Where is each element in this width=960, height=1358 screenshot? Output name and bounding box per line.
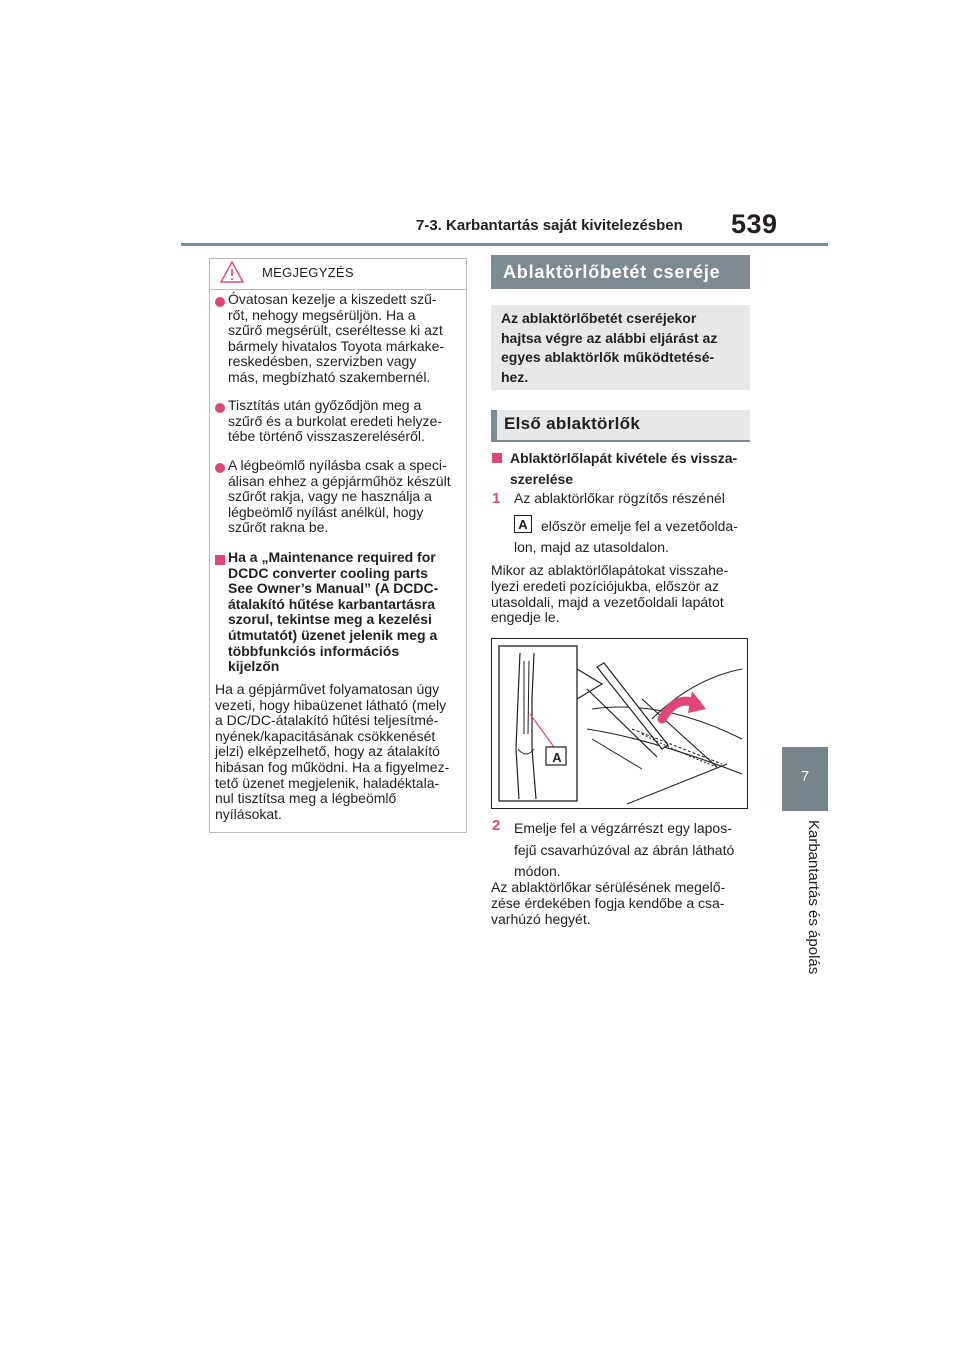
bullet-dot-icon bbox=[215, 297, 225, 307]
chapter-label: Karbantartás és ápolás bbox=[805, 820, 822, 975]
subsection-title: Első ablaktörlők bbox=[504, 414, 641, 433]
step-2-text: Emelje fel a végzárrészt egy lapos- fejű csavarhúzóval az ábrán látható módon. bbox=[514, 820, 735, 879]
page-number: 539 bbox=[731, 209, 778, 239]
notice-divider bbox=[209, 289, 467, 290]
notice-bullet-2: Tisztítás után győződjön meg a szűrő és a burkolat eredeti helyze- tébe történő visszaszereléséről. bbox=[228, 397, 442, 445]
intro-text: Az ablaktörlőbetét cseréjekor hajtsa végre az alábbi eljárást az egyes ablaktörlők működtetésé- hez. bbox=[501, 310, 718, 385]
subheading-square-icon bbox=[215, 555, 225, 565]
notice-title: MEGJEGYZÉS bbox=[262, 265, 354, 280]
subsection-accent-bar bbox=[491, 410, 497, 440]
step-number-2: 2 bbox=[492, 817, 501, 834]
wiper-diagram bbox=[491, 638, 748, 809]
step-number-1: 1 bbox=[492, 490, 501, 507]
chapter-number: 7 bbox=[800, 768, 810, 785]
running-header: 7-3. Karbantartás saját kivitelezésben bbox=[416, 217, 683, 234]
paragraph-2: Az ablaktörlőkar sérülésének megelő- zése érdekében fogja kendőbe a csa- varhúzó hegyét. bbox=[491, 879, 726, 927]
bullet-dot-icon bbox=[215, 463, 225, 473]
notice-subheading: Ha a „Maintenance required for DCDC converter cooling parts See Owner’s Manual” (A DCDC- átalakító hűtése karbantartásra szorul, tekintse meg a kezelési útmutatót) üzenet jelenik meg a többfunkciós információs kijelzőn bbox=[228, 549, 439, 675]
step-1-line-2: először emelje fel a vezetőolda- bbox=[541, 518, 738, 534]
label-a-box: A bbox=[514, 515, 532, 533]
section-title: Ablaktörlőbetét cseréje bbox=[491, 255, 750, 289]
procedure-square-icon bbox=[492, 453, 502, 463]
notice-bullet-3: A légbeömlő nyílásba csak a speci- álisan ehhez a gépjárműhöz készült szűrőt rakja, vagy ne használja a légbeömlő nyílást anélkül, hogy szűrőt rakna be. bbox=[228, 457, 451, 536]
subsection-underline bbox=[491, 440, 750, 442]
warning-icon bbox=[220, 261, 244, 283]
step-1-line-3: lon, majd az utasoldalon. bbox=[514, 539, 669, 555]
bullet-dot-icon bbox=[215, 403, 225, 413]
header-rule bbox=[181, 243, 828, 246]
paragraph-1: Mikor az ablaktörlőlapátokat visszahe- lyezi eredeti pozíciójukba, először az utasoldali, majd a vezetőoldali lapátot engedje le. bbox=[491, 562, 729, 626]
notice-bullet-1: Óvatosan kezelje a kiszedett szű- rőt, nehogy megsérüljön. Ha a szűrő megsérült, cseréltesse ki azt bármely hivatalos Toyota márkake- reskedésben, szervizben vagy más, megbízható szakembernél. bbox=[228, 291, 445, 385]
notice-body: Ha a gépjárművet folyamatosan úgy vezeti, hogy hibaüzenet látható (mely a DC/DC-átalakító hűtési teljesítmé- nyének/kapacitásának csökkenését jelzi) elképzelhető, hogy az átalakító hibásan fog működni. Ha a figyelmez- tető üzenet megjelenik, haladéktala- nul tisztítsa meg a légbeömlő nyílásokat. bbox=[215, 681, 450, 822]
diagram-label-a: A bbox=[552, 750, 562, 765]
wiper-illustration bbox=[492, 639, 747, 808]
procedure-heading: Ablaktörlőlapát kivétele és vissza- szerelése bbox=[510, 450, 738, 487]
step-1-line-1: Az ablaktörlőkar rögzítős részénél bbox=[514, 490, 725, 506]
